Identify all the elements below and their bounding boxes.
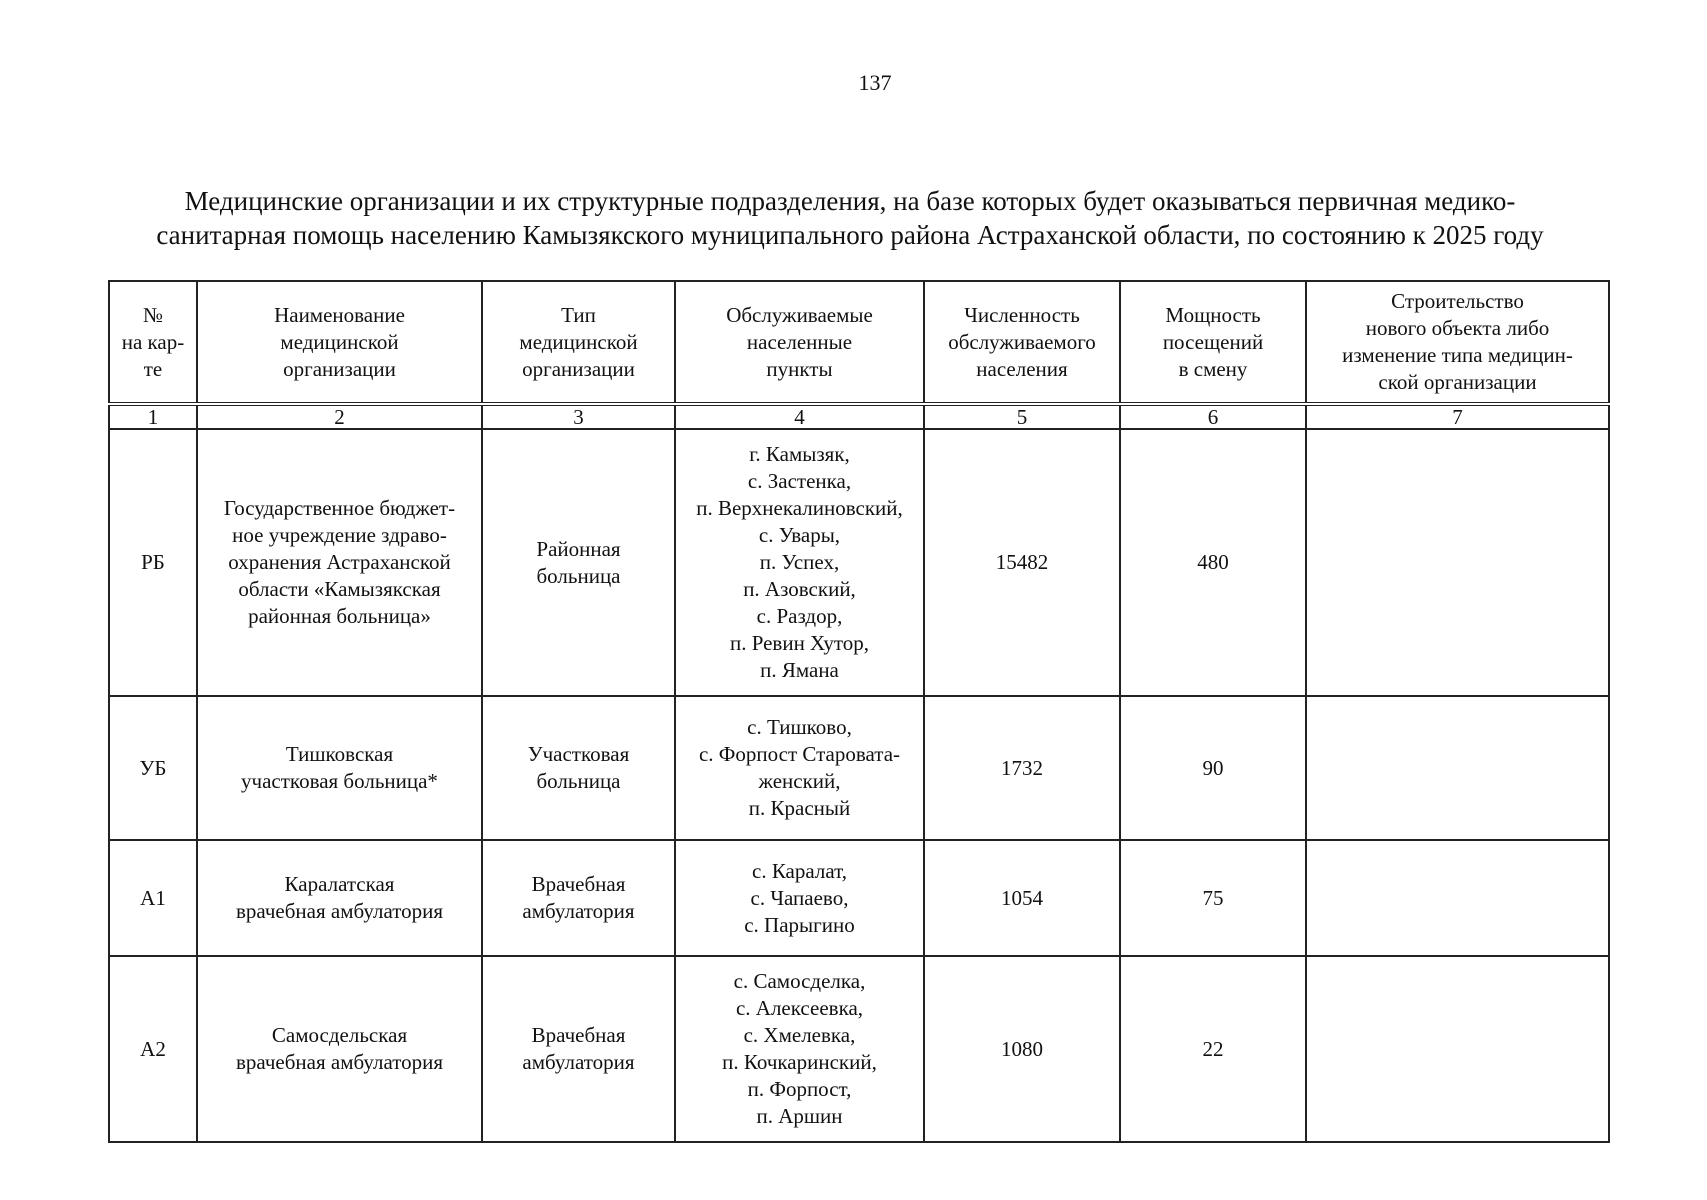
- cell-served-settlements: г. Камызяк, с. Застенка, п. Верхнекалиновский, с. Увары, п. Успех, п. Азовский, с. Раздор, п. Ревин Хутор, п. Ямана: [675, 429, 924, 696]
- table-row: [109, 840, 1609, 956]
- cell-served-settlements: с. Самосделка, с. Алексеевка, с. Хмелевка, п. Кочкаринский, п. Форпост, п. Аршин: [675, 956, 924, 1142]
- cell-map-number: РБ: [109, 429, 197, 696]
- cell-organization-type: Врачебная амбулатория: [482, 956, 675, 1142]
- cell-organization-name: Каралатская врачебная амбулатория: [197, 840, 482, 956]
- cell-map-number: А1: [109, 840, 197, 956]
- column-number: 1: [109, 404, 197, 429]
- cell-construction: [1306, 429, 1609, 696]
- medical-organizations-table: [108, 280, 1610, 1143]
- column-number: 7: [1306, 404, 1609, 429]
- header-organization-type: Тип медицинской организации: [482, 281, 675, 404]
- cell-construction: [1306, 696, 1609, 840]
- header-construction: Строительство нового объекта либо изменение типа медицин- ской организации: [1306, 281, 1609, 404]
- cell-visit-capacity: 22: [1120, 956, 1306, 1142]
- cell-served-settlements: с. Тишково, с. Форпост Старовата- женский, п. Красный: [675, 696, 924, 840]
- column-number: 4: [675, 404, 924, 429]
- table-row: [109, 429, 1609, 696]
- cell-population: 15482: [924, 429, 1120, 696]
- cell-organization-type: Районная больница: [482, 429, 675, 696]
- cell-organization-name: Самосдельская врачебная амбулатория: [197, 956, 482, 1142]
- table-row: [109, 956, 1609, 1142]
- cell-visit-capacity: 480: [1120, 429, 1306, 696]
- column-number-row: [109, 404, 1609, 429]
- table-header-row: [109, 281, 1609, 404]
- header-map-number: № на кар- те: [109, 281, 197, 404]
- title-line-2: санитарная помощь населению Камызякского муниципального района Астраханской области, по состоянию к 2025 году: [156, 220, 1544, 250]
- document-title: [100, 184, 1600, 252]
- cell-visit-capacity: 75: [1120, 840, 1306, 956]
- cell-organization-name: Государственное бюджет- ное учреждение здраво- охранения Астраханской области «Камызякская районная больница»: [197, 429, 482, 696]
- column-number: 3: [482, 404, 675, 429]
- cell-population: 1732: [924, 696, 1120, 840]
- cell-organization-type: Участковая больница: [482, 696, 675, 840]
- cell-population: 1054: [924, 840, 1120, 956]
- cell-map-number: УБ: [109, 696, 197, 840]
- title-line-1: Медицинские организации и их структурные подразделения, на базе которых будет оказываться первичная медико-: [184, 186, 1516, 216]
- cell-organization-name: Тишковская участковая больница*: [197, 696, 482, 840]
- column-number: 2: [197, 404, 482, 429]
- header-population: Численность обслуживаемого населения: [924, 281, 1120, 404]
- header-organization-name: Наименование медицинской организации: [197, 281, 482, 404]
- column-number: 6: [1120, 404, 1306, 429]
- cell-served-settlements: с. Каралат, с. Чапаево, с. Парыгино: [675, 840, 924, 956]
- cell-map-number: А2: [109, 956, 197, 1142]
- cell-construction: [1306, 840, 1609, 956]
- page-number: 137: [858, 70, 892, 95]
- cell-organization-type: Врачебная амбулатория: [482, 840, 675, 956]
- header-visit-capacity: Мощность посещений в смену: [1120, 281, 1306, 404]
- column-number: 5: [924, 404, 1120, 429]
- cell-population: 1080: [924, 956, 1120, 1142]
- cell-construction: [1306, 956, 1609, 1142]
- cell-visit-capacity: 90: [1120, 696, 1306, 840]
- table-row: [109, 696, 1609, 840]
- header-served-settlements: Обслуживаемые населенные пункты: [675, 281, 924, 404]
